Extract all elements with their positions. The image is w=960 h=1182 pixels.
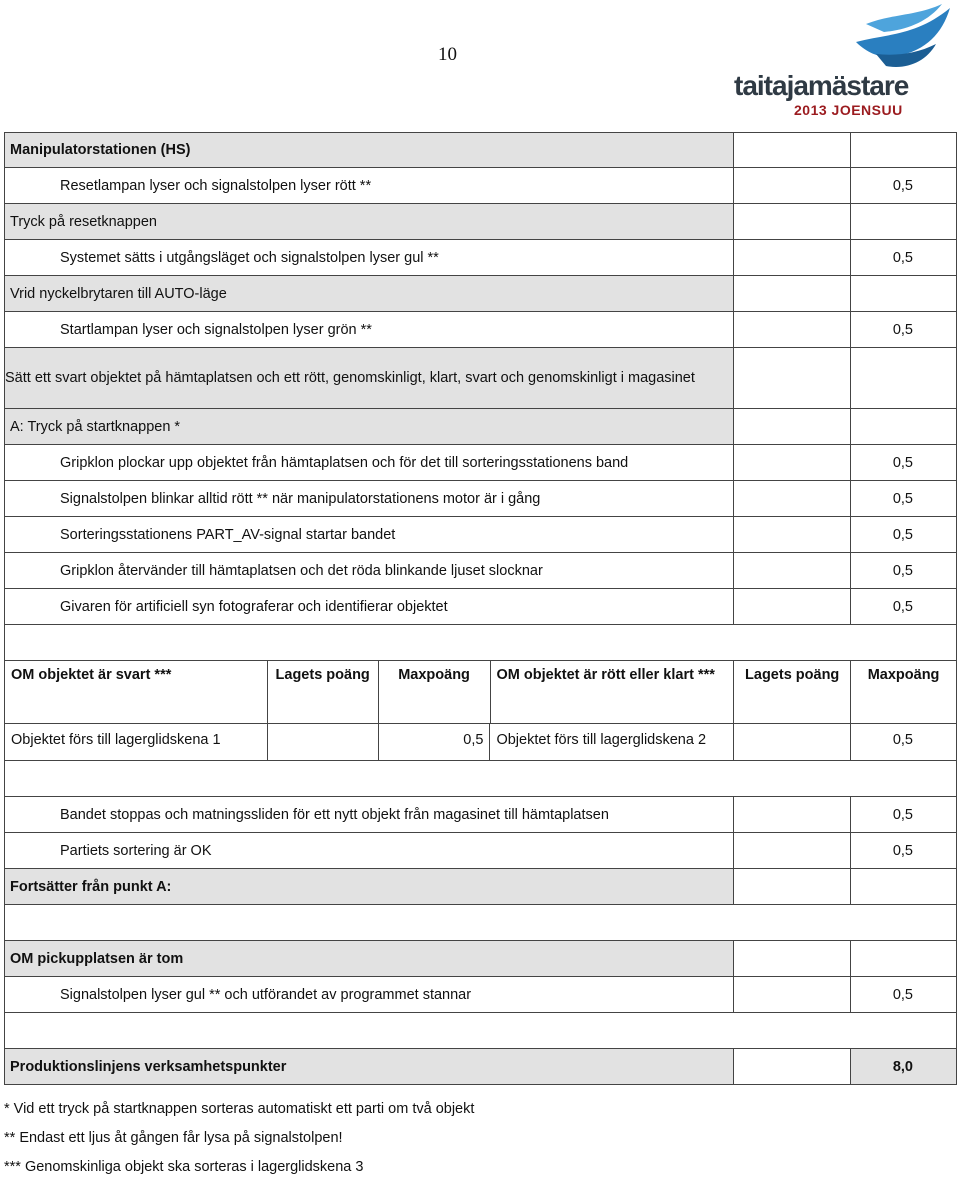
split-header-team-points-2: Lagets poäng <box>734 661 851 723</box>
split-header-max-1: Maxpoäng <box>379 661 491 723</box>
table-row <box>4 517 957 553</box>
split-value-row <box>4 724 957 761</box>
split-header-red-clear: OM objektet är rött eller klart *** <box>491 661 735 723</box>
row-text: Bandet stoppas och matningssliden för ett nytt objekt från magasinet till hämtaplatsen <box>5 797 734 832</box>
footnote: *** Genomskinliga objekt ska sorteras i lagerglidskena 3 <box>4 1159 364 1175</box>
step-row <box>4 276 957 312</box>
scoring-table <box>4 132 957 1085</box>
row-text: Sätt ett svart objektet på hämtaplatsen och ett rött, genomskinligt, klart, svart och genomskinligt i magasinet <box>5 370 695 386</box>
page-number: 10 <box>438 44 457 65</box>
step-row <box>4 348 957 409</box>
step-row <box>4 204 957 240</box>
row-text: Gripklon plockar upp objektet från hämtaplatsen och för det till sorteringsstationens band <box>5 445 734 480</box>
footnote: ** Endast ett ljus åt gången får lysa på signalstolpen! <box>4 1130 343 1146</box>
table-row <box>4 589 957 625</box>
empty-row <box>4 1013 957 1049</box>
empty-row <box>4 625 957 661</box>
table-row <box>4 168 957 204</box>
row-text: Startlampan lyser och signalstolpen lyser grön ** <box>5 312 734 347</box>
continue-row <box>4 869 957 905</box>
section-title: Manipulatorstationen (HS) <box>5 133 734 167</box>
row-text: Partiets sortering är OK <box>5 833 734 868</box>
row-value: 0,5 <box>851 312 957 347</box>
row-text: Systemet sätts i utgångsläget och signalstolpen lyser gul ** <box>5 240 734 275</box>
continue-label: Fortsätter från punkt A: <box>5 869 734 904</box>
table-row <box>4 481 957 517</box>
total-label: Produktionslinjens verksamhetspunkter <box>5 1049 734 1084</box>
split-header-row <box>4 661 957 724</box>
row-text: Tryck på resetknappen <box>5 204 734 239</box>
split-header-max-2: Maxpoäng <box>851 661 957 723</box>
section-title-row <box>4 132 957 168</box>
table-row <box>4 797 957 833</box>
row-value: 0,5 <box>851 797 957 832</box>
table-row <box>4 833 957 869</box>
row-value: 0,5 <box>851 481 957 516</box>
logo-wordmark: taitajamästare <box>734 70 909 101</box>
footnotes <box>4 1095 474 1182</box>
split-text-1: Objektet förs till lagerglidskena 1 <box>5 724 268 760</box>
total-row <box>4 1049 957 1085</box>
row-text: Vrid nyckelbrytaren till AUTO-läge <box>5 276 734 311</box>
table-row <box>4 312 957 348</box>
split-value-2: 0,5 <box>851 724 957 760</box>
row-text: Givaren för artificiell syn fotograferar och identifierar objektet <box>5 589 734 624</box>
row-value: 0,5 <box>851 445 957 480</box>
footnote: * Vid ett tryck på startknappen sorteras automatiskt ett parti om två objekt <box>4 1101 475 1117</box>
row-text: Resetlampan lyser och signalstolpen lyser rött ** <box>5 168 734 203</box>
table-row <box>4 553 957 589</box>
table-row <box>4 977 957 1013</box>
total-value: 8,0 <box>851 1049 957 1084</box>
empty-row <box>4 761 957 797</box>
row-value: 0,5 <box>851 240 957 275</box>
row-value: 0,5 <box>851 833 957 868</box>
split-value-1: 0,5 <box>379 724 491 760</box>
row-text: Signalstolpen lyser gul ** och utförandet av programmet stannar <box>5 977 734 1012</box>
table-row <box>4 445 957 481</box>
row-text: A: Tryck på startknappen * <box>5 409 734 444</box>
split-header-black: OM objektet är svart *** <box>5 661 268 723</box>
empty-row <box>4 905 957 941</box>
row-value: 0,5 <box>851 589 957 624</box>
row-text: Gripklon återvänder till hämtaplatsen och det röda blinkande ljuset slocknar <box>5 553 734 588</box>
table-row <box>4 240 957 276</box>
split-header-team-points-1: Lagets poäng <box>268 661 379 723</box>
pickup-row <box>4 941 957 977</box>
split-text-2: Objektet förs till lagerglidskena 2 <box>490 724 734 760</box>
row-value: 0,5 <box>851 977 957 1012</box>
logo-subtitle: 2013 JOENSUU <box>794 102 903 118</box>
pickup-label: OM pickupplatsen är tom <box>5 941 734 976</box>
row-value: 0,5 <box>851 553 957 588</box>
taitaja-logo <box>734 4 956 122</box>
logo-bird-icon <box>846 4 956 74</box>
row-value: 0,5 <box>851 168 957 203</box>
step-row <box>4 409 957 445</box>
row-text: Sorteringsstationens PART_AV-signal startar bandet <box>5 517 734 552</box>
row-text: Signalstolpen blinkar alltid rött ** när manipulatorstationens motor är i gång <box>5 481 734 516</box>
row-value: 0,5 <box>851 517 957 552</box>
